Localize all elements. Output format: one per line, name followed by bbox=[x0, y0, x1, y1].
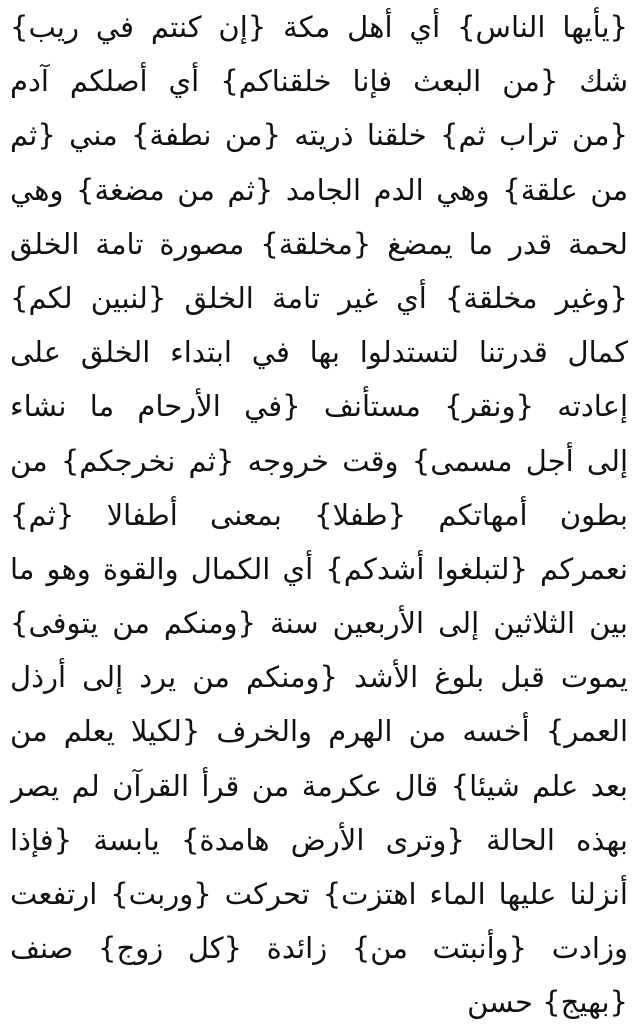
text-line: بهذه الحالة {وترى الأرض هامدة} يابسة {فإذا bbox=[10, 822, 628, 857]
text-line: {وغير مخلقة} أي غير تامة الخلق {لنبين لكم} bbox=[10, 280, 628, 315]
text-line: وزادت {وأنبتت من} زائدة {كل زوج} صنف bbox=[10, 931, 628, 966]
text-line: بعد علم شيئا} قال عكرمة من قرأ القرآن لم يصر bbox=[10, 768, 628, 803]
text-line: كمال قدرتنا لتستدلوا بها في ابتداء الخلق على bbox=[10, 335, 628, 370]
text-line: بين الثلاثين إلى الأربعين سنة {ومنكم من يتوفى} bbox=[10, 606, 628, 641]
text-line: لحمة قدر ما يمضغ {مخلقة} مصورة تامة الخلق bbox=[10, 226, 628, 261]
text-line: نعمركم {لتبلغوا أشدكم} أي الكمال والقوة وهو ما bbox=[10, 551, 628, 586]
text-line: من علقة} وهي الدم الجامد {ثم من مضغة} وهي bbox=[10, 172, 628, 207]
text-line: شك {من البعث فإنا خلقناكم} أي أصلكم آدم bbox=[10, 64, 628, 99]
text-line: {يأيها الناس} أي أهل مكة {إن كنتم في ريب} bbox=[10, 10, 628, 44]
text-line: العمر} أخسه من الهرم والخرف {لكيلا يعلم من bbox=[10, 714, 628, 749]
text-line: إلى أجل مسمى} وقت خروجه {ثم نخرجكم} من bbox=[10, 443, 628, 478]
text-line: يموت قبل بلوغ الأشد {ومنكم من يرد إلى أرذل bbox=[10, 660, 628, 695]
text-line: {من تراب ثم} خلقنا ذريته {من نطفة} مني {ثم bbox=[10, 118, 628, 153]
text-line: أنزلنا عليها الماء اهتزت} تحركت {وربت} ارتفعت bbox=[10, 877, 628, 911]
text-line: {بهيج} حسن bbox=[467, 985, 628, 1020]
text-line: بطون أمهاتكم {طفلا} بمعنى أطفالا {ثم} bbox=[10, 497, 628, 532]
text-line: إعادته {ونقر} مستأنف {في الأرحام ما نشاء bbox=[10, 389, 628, 424]
